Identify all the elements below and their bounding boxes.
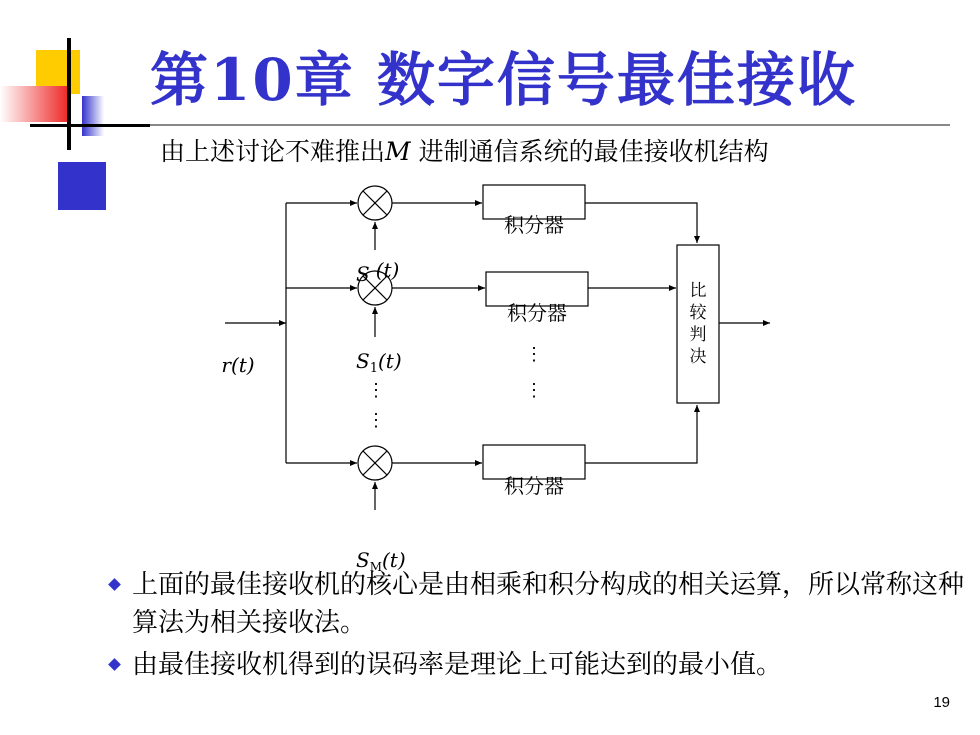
- integrator-label-2: 积分器: [507, 301, 567, 325]
- intro-variable: M: [385, 137, 411, 166]
- comparator-box: [677, 245, 719, 403]
- multiplier-1: [358, 186, 392, 220]
- bullet-item: [110, 646, 970, 684]
- ref-signal-label-3: $S_M(t)$: [356, 548, 406, 574]
- bullet-text: 由最佳接收机得到的误码率是理论上可能达到的最小值。: [132, 650, 783, 680]
- int-to-cmp-3: [585, 405, 697, 463]
- int-to-cmp-1: [585, 203, 697, 243]
- page-number: 19: [933, 694, 950, 711]
- input-label: r(t): [221, 353, 255, 377]
- page-title: 第10章 数字信号最佳接收: [150, 46, 857, 114]
- integrator-label-3: 积分器: [504, 474, 564, 498]
- comparator-char-4: 决: [689, 347, 707, 367]
- bullet-item: [110, 566, 970, 642]
- intro-text-after: 进制通信系统的最佳接收机结构: [410, 137, 769, 166]
- ref-signal-label-2: $S_1(t)$: [356, 349, 402, 376]
- multiplier-3: [358, 446, 392, 480]
- ellipsis-left-2: ⋮: [367, 410, 385, 431]
- bullet-list: [110, 566, 970, 684]
- ellipsis-left-1: ⋮: [367, 380, 385, 401]
- intro-text-before: 由上述讨论不难推出: [160, 137, 386, 166]
- bullet-diamond-icon: [108, 658, 121, 671]
- ellipsis-mid-2: ⋮: [525, 380, 543, 401]
- ellipsis-mid-1: ⋮: [525, 344, 543, 365]
- comparator-char-3: 判: [689, 325, 707, 345]
- bullet-diamond-icon: [108, 578, 121, 591]
- ref-signal-label-1: S (t): [356, 258, 400, 286]
- comparator-char-1: 比: [689, 281, 707, 301]
- comparator-char-2: 较: [689, 303, 707, 323]
- integrator-label-1: 积分器: [504, 213, 564, 237]
- bullet-text: 上面的最佳接收机的核心是由相乘和积分构成的相关运算，所以常称这种算法为相关接收法。: [132, 570, 965, 638]
